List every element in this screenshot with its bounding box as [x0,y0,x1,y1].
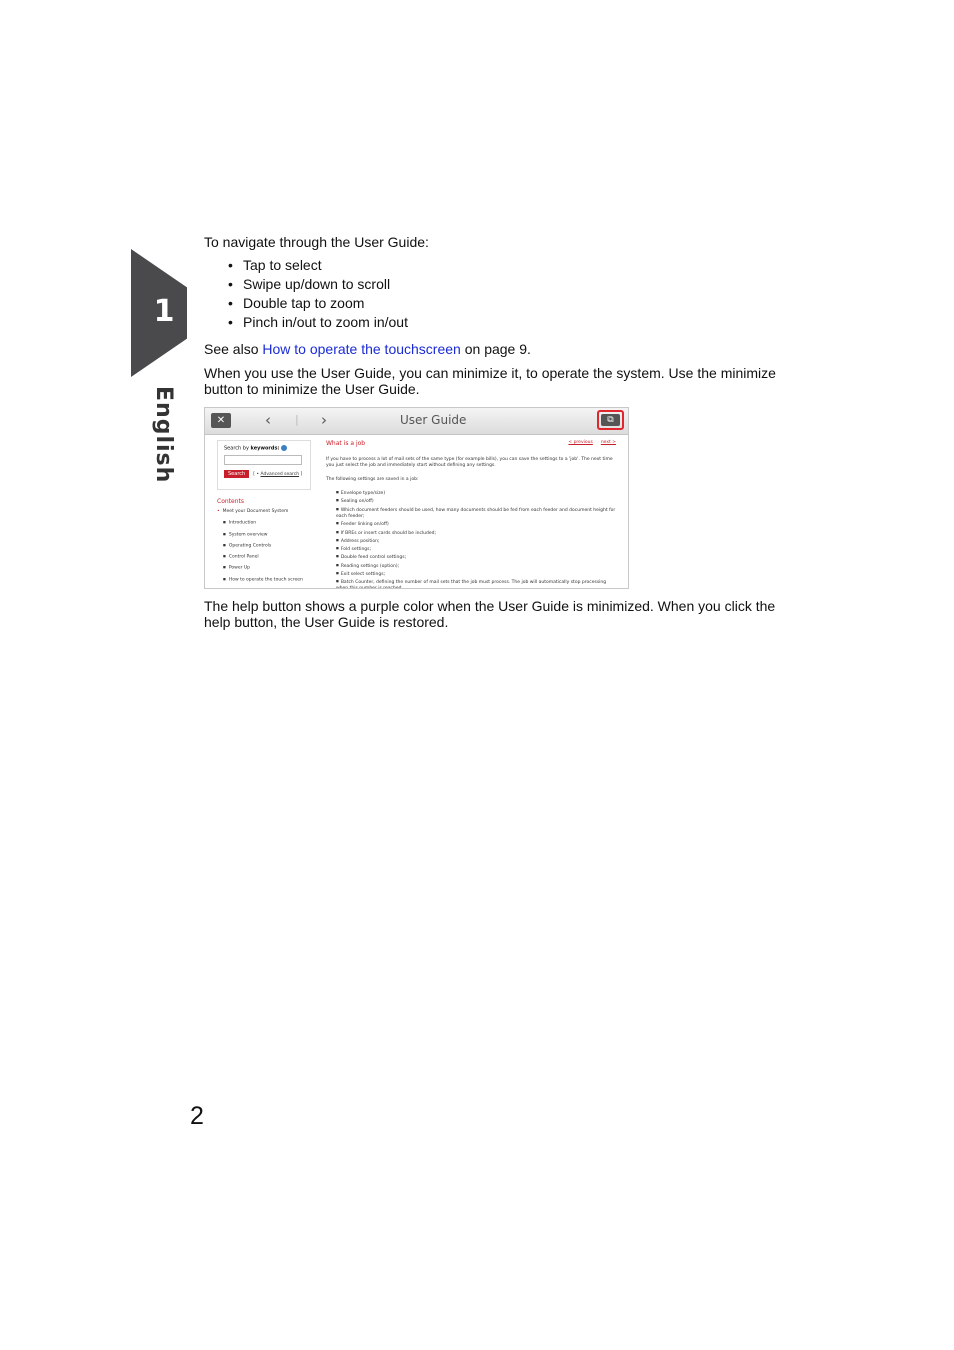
list-item: • Tap to select [228,257,408,276]
see-also-suffix: on page 9. [460,341,531,357]
back-icon: ‹ [265,411,271,429]
list-item: • Pinch in/out to zoom in/out [228,314,408,333]
list-item: ■ Address position; [336,537,616,545]
list-item: ■ Which document feeders should be used, how many documents should be fed from each feeder and document height for each feeder; [336,506,616,521]
contents-title: Contents [217,498,244,505]
page-number: 2 [190,1102,204,1130]
previous-link: < previous [568,440,593,445]
touchscreen-link[interactable]: How to operate the touchscreen [262,341,461,357]
list-item: ■ Fold settings; [336,545,616,553]
list-item: ■ Double feed control settings; [336,553,616,561]
user-guide-screenshot [204,407,629,589]
list-item: ■ Power Up [217,565,313,576]
help-button-paragraph: The help button shows a purple color when the User Guide is minimized. When you click the help button, the User Guide is restored. [204,598,776,630]
list-item: • Swipe up/down to scroll [228,276,408,295]
forward-icon: › [321,411,327,429]
list-item: ■ How to operate the touch screen [217,577,313,588]
list-item: • Double tap to zoom [228,295,408,314]
chapter-language: English [151,386,176,484]
screenshot-toolbar [205,408,628,435]
search-keywords: keywords: [250,445,280,452]
main-title: What is a job [326,440,366,447]
list-item: ■ Exit select settings; [336,570,616,578]
table-of-contents [217,509,313,588]
help-icon [281,445,287,451]
list-item: ■ System overview [217,532,313,543]
advanced-search: [ • Advanced search ] [253,471,303,477]
navigation-list [228,257,408,333]
list-item: ■ Sealing on/off) [336,497,616,505]
minimize-icon: ⧉ [601,414,620,426]
next-link: next > [600,440,616,445]
list-item: ■ Operating Controls [217,543,313,554]
page-navigation [560,440,616,445]
screenshot-title: User Guide [400,413,467,427]
saved-intro: The following settings are saved in a job: [326,477,419,482]
list-item: ■ If BREs or insert cards should be included; [336,529,616,537]
screenshot-main [326,440,616,589]
saved-settings-list [336,489,616,589]
list-item: ■ Feeder linking on/off) [336,520,616,528]
keyword-input [224,455,302,465]
intro-text: To navigate through the User Guide: [204,234,429,250]
close-icon: ✕ [211,413,231,428]
screenshot-sidebar [217,440,313,588]
job-paragraph: If you have to process a lot of mail sets of the same type (for example bills), you can save the settings to a 'job'. The next time you just select the job and immediately start without defining any settings. [326,457,613,468]
list-item: ■ Introduction [217,520,313,531]
search-box [217,440,311,490]
list-item: ■ Reading settings (option); [336,562,616,570]
separator: | [295,413,299,426]
list-item: ■ Control Panel [217,554,313,565]
list-item: ■ Batch Counter, defining the number of mail sets that the job must process. The job will automatically stop processing when this number is reached. [336,578,616,589]
search-label: Search by [224,445,251,452]
see-also [204,341,531,357]
chapter-number: 1 [153,294,175,329]
list-item: ■ Envelope type/size) [336,489,616,497]
minimize-paragraph: When you use the User Guide, you can minimize it, to operate the system. Use the minimize button to minimize the User Guide. [204,365,776,397]
see-also-prefix: See also [204,341,263,357]
search-button: Search [224,470,249,478]
list-item: • Meet your Document System [217,509,313,520]
